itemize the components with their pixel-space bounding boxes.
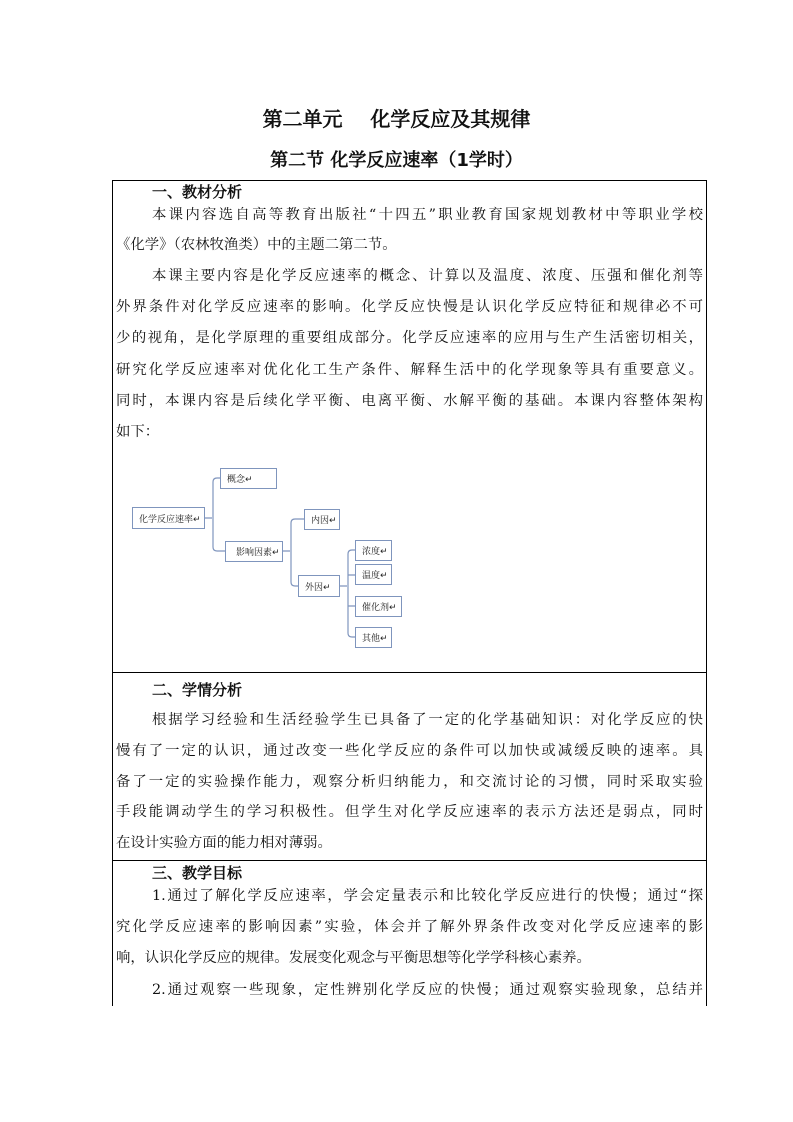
text-line: 响，认识化学反应的规律。发展变化观念与平衡思想等化学学科核心素养。 (116, 950, 591, 966)
text-line: 1.通过了解化学反应速率，学会定量表示和比较化学反应进行的快慢；通过“探 (152, 888, 703, 904)
text-line: 如下： (116, 424, 160, 440)
node-concentration: 浓度↵ (355, 540, 392, 561)
text-line: 在设计实验方面的能力相对薄弱。 (116, 835, 332, 851)
text-line: 慢有了一定的认识，通过改变一些化学反应的条件可以加快或减缓反映的速率。具 (116, 743, 703, 759)
node-catalyst: 催化剂↵ (355, 596, 402, 617)
unit-title: 第二单元 化学反应及其规律 (262, 107, 531, 131)
text-line: 少的视角，是化学原理的重要组成部分。化学反应速率的应用与生产生活密切相关， (116, 330, 703, 346)
node-concept: 概念↵ (220, 468, 277, 489)
text-line: 本课主要内容是化学反应速率的概念、计算以及温度、浓度、压强和催化剂等 (152, 268, 703, 284)
row-divider (112, 860, 706, 861)
text-line: 2.通过观察一些现象，定性辨别化学反应的快慢；通过观察实验现象，总结并 (152, 982, 703, 998)
section-heading: 二、学情分析 (152, 681, 243, 699)
node-temperature: 温度↵ (355, 564, 392, 585)
text-line: 研究化学反应速率对优化化工生产条件、解释生活中的化学现象等具有重要意义。 (116, 362, 703, 378)
text-line: 备了一定的实验操作能力，观察分析归纳能力，和交流讨论的习惯，同时采取实验 (116, 774, 703, 790)
text-line: 本课内容选自高等教育出版社“十四五”职业教育国家规划教材中等职业学校 (152, 207, 703, 223)
section-title: 第二节 化学反应速率（1学时） (270, 150, 523, 171)
section-heading: 一、教材分析 (152, 183, 243, 201)
text-line: 《化学》（农林牧渔类）中的主题二第二节。 (116, 237, 397, 253)
text-line: 根据学习经验和生活经验学生已具备了一定的化学基础知识：对化学反应的快 (152, 712, 703, 728)
node-factors: 影响因素↵ (225, 541, 283, 562)
text-line: 同时，本课内容是后续化学平衡、电离平衡、水解平衡的基础。本课内容整体架构 (116, 393, 703, 409)
text-line: 究化学反应速率的影响因素”实验，体会并了解外界条件改变对化学反应速率的影 (116, 919, 703, 935)
text-line: 手段能调动学生的学习积极性。但学生对化学反应速率的表示方法还是弱点，同时 (116, 804, 703, 820)
node-internal: 内因↵ (304, 509, 340, 530)
node-external: 外因↵ (298, 575, 340, 597)
section-heading: 三、教学目标 (152, 864, 243, 882)
node-root: 化学反应速率↵ (132, 507, 205, 529)
text-line: 外界条件对化学反应速率的影响。化学反应快慢是认识化学反应特征和规律必不可 (116, 299, 703, 315)
node-other: 其他↵ (355, 627, 392, 648)
